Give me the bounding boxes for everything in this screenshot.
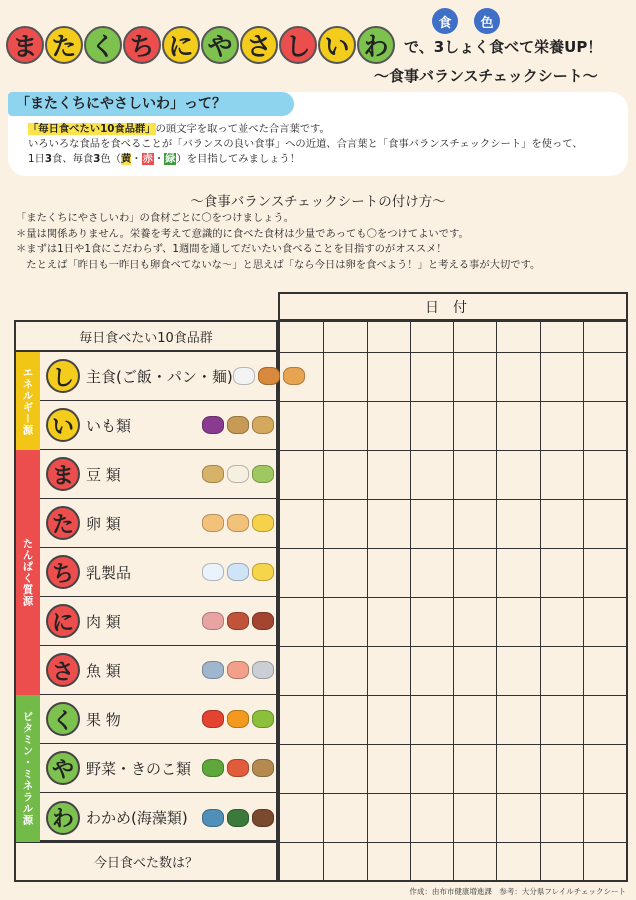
food-letter-circle: わ: [46, 801, 80, 835]
food-picture-icon: [227, 465, 249, 483]
food-row: [40, 499, 278, 548]
food-name: 豆 類: [86, 465, 121, 484]
food-illustration: [202, 809, 274, 827]
grid-row-line: [280, 842, 626, 843]
food-name: 卵 類: [86, 514, 121, 533]
grid-column-line: [583, 322, 584, 880]
food-picture-icon: [227, 809, 249, 827]
group-label: ビタミン・ミネラル源: [16, 695, 40, 842]
color-yellow-label: 黄: [120, 153, 132, 165]
food-illustration: [202, 416, 274, 434]
intro-heading: 「またくちにやさしいわ」って？: [8, 92, 294, 116]
food-picture-icon: [202, 759, 224, 777]
food-picture-icon: [252, 612, 274, 630]
color-green-label: 緑: [165, 153, 176, 165]
food-picture-icon: [227, 661, 249, 679]
food-picture-icon: [283, 367, 305, 385]
grid-column-line: [453, 322, 454, 880]
grid-row-line: [280, 646, 626, 647]
food-letter-circle: た: [46, 506, 80, 540]
title-char-circle: ま: [6, 26, 44, 64]
count-row-label: 今日食べた数は？: [14, 842, 278, 882]
food-illustration: [202, 465, 274, 483]
title-char-circle: た: [45, 26, 83, 64]
food-row: [40, 352, 278, 401]
food-letter-circle: や: [46, 751, 80, 785]
intro-line3-end: ）を目指してみましょう！: [176, 153, 301, 165]
title-char-circle: わ: [357, 26, 395, 64]
grid-row-line: [280, 597, 626, 598]
food-picture-icon: [252, 563, 274, 581]
grid-column-line: [323, 322, 324, 880]
group-label: エネルギー源: [16, 352, 40, 450]
title-char-circle: さ: [240, 26, 278, 64]
food-row: [40, 793, 278, 842]
food-picture-icon: [202, 612, 224, 630]
intro-num-colors: 3: [93, 153, 101, 165]
grid-row-line: [280, 744, 626, 745]
howto-title: 〜食事バランスチェックシートの付け方〜: [190, 194, 446, 210]
food-picture-icon: [202, 416, 224, 434]
grid-row-line: [280, 401, 626, 402]
food-row: [40, 744, 278, 793]
food-letter-circle: し: [46, 359, 80, 393]
food-name: 果 物: [86, 710, 121, 729]
food-letter-circle: い: [46, 408, 80, 442]
intro-num-meals: 3: [44, 153, 53, 165]
food-picture-icon: [202, 809, 224, 827]
intro-text: 「毎日食べたい10食品群」の頭文字を取って並べた合言葉です。 いろいろな食品を食べることが「バランスの良い食事」への近道、合言葉と「食事バランスチェックシート」を使って、 1日3食、毎食3色（黄・赤・緑）を目指してみましょう！: [28, 122, 624, 167]
food-picture-icon: [252, 809, 274, 827]
grid-row-line: [280, 352, 626, 353]
grid-column-line: [540, 322, 541, 880]
check-table: [14, 292, 628, 882]
food-picture-icon: [227, 710, 249, 728]
title-char-circle: い: [318, 26, 356, 64]
food-name: 乳製品: [86, 563, 132, 582]
intro-box: [8, 92, 628, 176]
food-letter-circle: ち: [46, 555, 80, 589]
food-name: 主食(ご飯・パン・麺): [86, 367, 233, 386]
badge-shoku: 食: [432, 8, 458, 34]
howto-line: ＊まずは1日や1食にこだわらず、1週間を通してだいたい食べることを目指すのがオススメ！: [16, 243, 447, 255]
food-picture-icon: [233, 367, 255, 385]
tagline: で、3しょく食べて栄養UP！: [404, 38, 603, 56]
food-row: [40, 597, 278, 646]
food-letter-circle: さ: [46, 653, 80, 687]
howto-line: たとえば「昨日も一昨日も卵食べてないな〜」と思えば「なら今日は卵を食べよう！」と考える事が大切です。: [16, 258, 541, 271]
food-picture-icon: [227, 612, 249, 630]
food-picture-icon: [252, 416, 274, 434]
header: [6, 8, 630, 88]
grid-row-line: [280, 793, 626, 794]
grid-row-line: [280, 450, 626, 451]
food-name: 魚 類: [86, 661, 121, 680]
food-name: わかめ(海藻類): [86, 809, 188, 827]
intro-highlight: 「毎日食べたい10食品群」: [28, 123, 156, 135]
food-name: 野菜・きのこ類: [86, 759, 192, 778]
credit: 作成：由布市健康増進課 参考：大分県フレイルチェックシート: [409, 887, 626, 896]
food-picture-icon: [202, 710, 224, 728]
title-char-circle: く: [84, 26, 122, 64]
date-grid[interactable]: [278, 320, 628, 882]
howto-line: 「またくちにやさしいわ」の食材ごとに〇をつけましょう。: [16, 212, 295, 224]
food-column-header: 毎日食べたい10食品群: [14, 320, 278, 352]
food-letter-circle: ま: [46, 457, 80, 491]
food-picture-icon: [202, 563, 224, 581]
subtitle: 〜食事バランスチェックシート〜: [374, 67, 598, 85]
food-list: [14, 352, 278, 842]
food-picture-icon: [202, 661, 224, 679]
grid-row-line: [280, 548, 626, 549]
title-char-circle: し: [279, 26, 317, 64]
food-name: 肉 類: [86, 612, 121, 631]
grid-row-line: [280, 499, 626, 500]
food-picture-icon: [252, 661, 274, 679]
title-char-circle: や: [201, 26, 239, 64]
food-picture-icon: [252, 465, 274, 483]
food-illustration: [202, 710, 274, 728]
title-char-circle: に: [162, 26, 200, 64]
food-row: [40, 646, 278, 695]
food-picture-icon: [227, 563, 249, 581]
food-row: [40, 695, 278, 744]
food-picture-icon: [258, 367, 280, 385]
food-name: いも類: [86, 416, 132, 435]
food-letter-circle: に: [46, 604, 80, 638]
title-char-circle: ち: [123, 26, 161, 64]
grid-column-line: [410, 322, 411, 880]
food-row: [40, 548, 278, 597]
food-illustration: [202, 563, 274, 581]
intro-line3-mid2: 色（: [100, 153, 121, 165]
food-picture-icon: [227, 416, 249, 434]
date-header: 日付: [278, 292, 628, 320]
grid-column-line: [496, 322, 497, 880]
food-illustration: [202, 661, 274, 679]
food-letter-circle: く: [46, 702, 80, 736]
food-picture-icon: [252, 710, 274, 728]
food-picture-icon: [252, 759, 274, 777]
intro-line3-pre: 1日: [28, 153, 45, 165]
intro-line3-mid1: 食、毎食: [52, 153, 94, 165]
food-illustration: [202, 514, 274, 532]
food-row: [40, 450, 278, 499]
howto-text: [16, 211, 632, 273]
food-illustration: [202, 612, 274, 630]
group-label: たんぱく質源: [16, 450, 40, 695]
food-illustration: [233, 367, 305, 385]
grid-row-line: [280, 695, 626, 696]
food-picture-icon: [227, 759, 249, 777]
food-picture-icon: [202, 465, 224, 483]
intro-line1: の頭文字を取って並べた合言葉です。: [155, 123, 330, 135]
intro-line2: いろいろな食品を食べることが「バランスの良い食事」への近道、合言葉と「食事バランスチェックシート」を使って、: [28, 138, 583, 150]
color-red-label: 赤: [142, 153, 153, 165]
food-row: [40, 401, 278, 450]
food-picture-icon: [227, 514, 249, 532]
howto-line: ＊量は関係ありません。栄養を考えて意識的に食べた食材は少量であっても〇をつけてよいです。: [16, 227, 469, 240]
title-circles: [6, 26, 395, 64]
food-picture-icon: [252, 514, 274, 532]
food-illustration: [202, 759, 274, 777]
badge-iro: 色: [474, 8, 500, 34]
grid-column-line: [367, 322, 368, 880]
food-picture-icon: [202, 514, 224, 532]
